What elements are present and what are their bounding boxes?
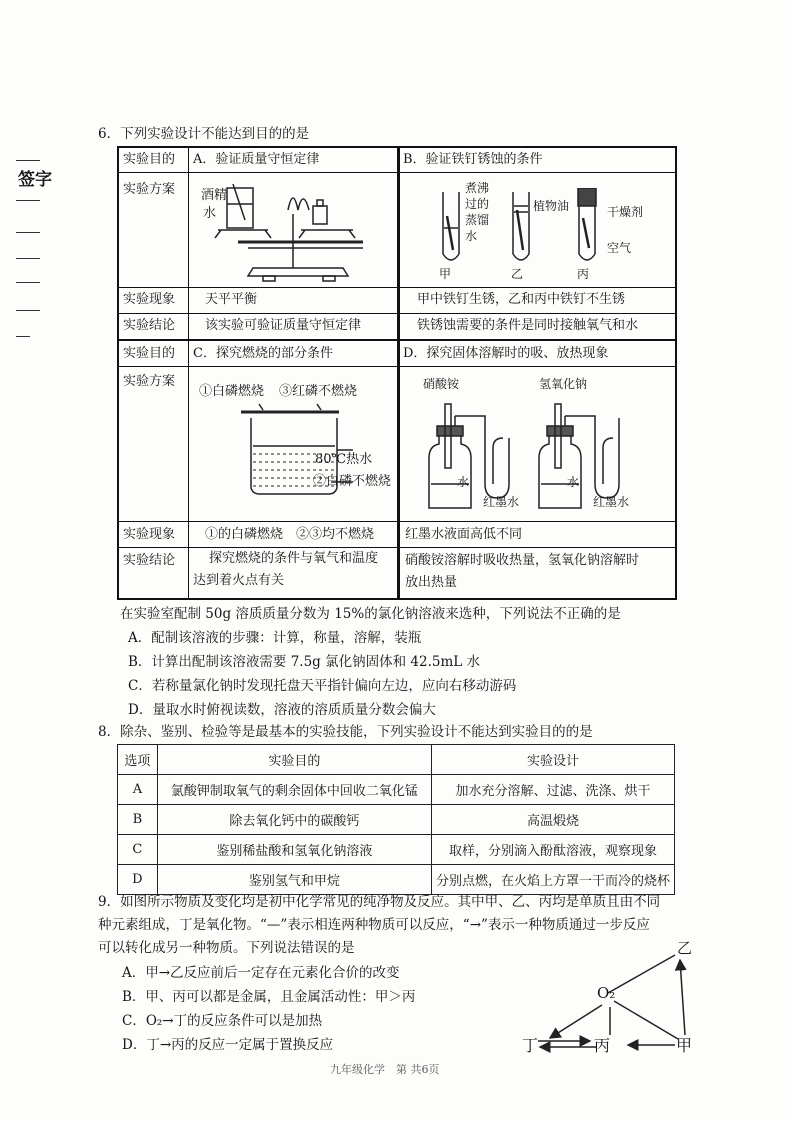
table-cell: 鉴别稀盐酸和氢氧化钠溶液 bbox=[157, 835, 431, 865]
fig-label: 干燥剂 bbox=[607, 205, 644, 219]
q7-option-b: B．计算出配制该溶液需要 7.5g 氯化钠固体和 42.5mL 水 bbox=[128, 654, 481, 670]
header-cell: 选项 bbox=[118, 745, 158, 775]
fig-label: 乙 bbox=[511, 267, 524, 281]
table-divider bbox=[119, 287, 675, 288]
table-row bbox=[118, 775, 675, 805]
table-cell: C bbox=[118, 835, 158, 865]
q9-stem: 可以转化成另一种物质。下列说法错误的是 bbox=[98, 940, 355, 956]
table-cell: 鉴别氢气和甲烷 bbox=[157, 865, 431, 895]
fig-label: ③红磷不燃烧 bbox=[279, 384, 358, 399]
node-o2: O₂ bbox=[597, 984, 616, 1002]
option-d-phenomenon: 红墨水液面高低不同 bbox=[405, 527, 523, 542]
label-phenomenon: 实验现象 bbox=[123, 527, 176, 542]
fig-label: 水 bbox=[203, 206, 217, 221]
header-cell: 实验设计 bbox=[431, 745, 674, 775]
margin-line bbox=[16, 160, 40, 161]
option-b-purpose: B．验证铁钉锈蚀的条件 bbox=[403, 152, 543, 167]
node-bing: 丙 bbox=[594, 1036, 611, 1055]
q7-option-c: C．若称量氯化钠时发现托盘天平指针偏向左边，应向右移动游码 bbox=[128, 678, 517, 694]
q9-stem: 9．如图所示物质及变化均是初中化学常见的纯净物及反应。其中甲、乙、丙均是单质且由不同 bbox=[98, 894, 661, 910]
label-phenomenon: 实验现象 bbox=[123, 292, 176, 307]
option-b-conclusion: 铁锈蚀需要的条件是同时接触氧气和水 bbox=[417, 318, 639, 333]
table-divider bbox=[119, 172, 675, 173]
node-yi: 乙 bbox=[677, 939, 693, 957]
table-row bbox=[118, 865, 675, 895]
q9-stem: 种元素组成，丁是氧化物。“—”表示相连两种物质可以反应，“→”表示一种物质通过一步反应 bbox=[98, 917, 650, 933]
table-divider bbox=[119, 521, 675, 522]
margin-sign-label: 签字 bbox=[18, 170, 52, 190]
fig-label: 煮沸 bbox=[465, 181, 490, 195]
table-divider bbox=[188, 148, 189, 598]
fig-label: 水 bbox=[457, 475, 470, 489]
fig-label: 水 bbox=[465, 229, 478, 243]
label-conclusion: 实验结论 bbox=[123, 318, 176, 333]
table-divider bbox=[119, 339, 675, 341]
q8-stem: 8．除杂、鉴别、检验等是最基本的实验技能，下列实验设计不能达到实验目的的是 bbox=[98, 724, 593, 740]
table-row bbox=[118, 805, 675, 835]
option-c-conclusion: 探究燃烧的条件与氧气和温度 bbox=[209, 551, 379, 566]
label-scheme: 实验方案 bbox=[123, 182, 176, 197]
fig-label: 空气 bbox=[607, 241, 632, 255]
fig-label: 红墨水 bbox=[483, 495, 520, 509]
fig-label: 酒精 bbox=[201, 188, 228, 203]
table-divider bbox=[119, 547, 675, 548]
fig-label: 红墨水 bbox=[593, 495, 630, 509]
option-a-purpose: A．验证质量守恒定律 bbox=[193, 152, 320, 167]
margin-line bbox=[16, 282, 40, 283]
label-purpose: 实验目的 bbox=[123, 346, 176, 361]
table-cell: 氯酸钾制取氧气的剩余固体中回收二氧化锰 bbox=[157, 775, 431, 805]
table-header-row bbox=[118, 745, 675, 775]
margin-line bbox=[16, 258, 40, 259]
table-cell: A bbox=[118, 775, 158, 805]
q9-option-c: C．O₂→丁的反应条件可以是加热 bbox=[122, 1013, 323, 1029]
label-conclusion: 实验结论 bbox=[123, 553, 176, 568]
margin-line bbox=[16, 310, 40, 311]
margin-line bbox=[16, 336, 30, 337]
option-c-conclusion: 达到着火点有关 bbox=[193, 573, 285, 588]
option-d-conclusion: 放出热量 bbox=[405, 575, 458, 590]
table-divider bbox=[119, 313, 675, 314]
option-a-phenomenon: 天平平衡 bbox=[205, 292, 258, 307]
option-c-purpose: C．探究燃烧的部分条件 bbox=[193, 346, 333, 361]
q8-table bbox=[117, 744, 675, 895]
margin-line bbox=[16, 232, 40, 233]
option-d-conclusion: 硝酸铵溶解时吸收热量，氢氧化钠溶解时 bbox=[405, 553, 640, 568]
node-jia: 甲 bbox=[676, 1036, 693, 1055]
fig-label: 水 bbox=[567, 475, 580, 489]
q9-option-b: B．甲、丙可以都是金属，且金属活动性：甲＞丙 bbox=[122, 989, 416, 1005]
fig-label: 硝酸铵 bbox=[423, 377, 460, 391]
option-d-purpose: D．探究固体溶解时的吸、放热现象 bbox=[403, 346, 609, 361]
q6-table bbox=[117, 146, 677, 600]
fig-label: ①白磷燃烧 bbox=[199, 384, 265, 399]
fig-label: 甲 bbox=[439, 267, 452, 281]
node-ding: 丁 bbox=[522, 1036, 539, 1055]
label-scheme: 实验方案 bbox=[123, 374, 176, 389]
table-divider bbox=[119, 366, 675, 367]
fig-label: 氢氧化钠 bbox=[539, 377, 588, 391]
option-b-phenomenon: 甲中铁钉生锈，乙和丙中铁钉不生锈 bbox=[417, 292, 626, 307]
table-row bbox=[118, 835, 675, 865]
q9-option-a: A．甲→乙反应前后一定存在元素化合价的改变 bbox=[122, 965, 400, 981]
q9-option-d: D．丁→丙的反应一定属于置换反应 bbox=[122, 1037, 334, 1053]
option-a-conclusion: 该实验可验证质量守恒定律 bbox=[205, 318, 362, 333]
q7-option-d: D．量取水时俯视读数，溶液的溶质质量分数会偏大 bbox=[128, 702, 436, 718]
page-footer: 九年级化学 第 共6页 bbox=[330, 1063, 440, 1076]
q7-stem: 在实验室配制 50g 溶质质量分数为 15%的氯化钠溶液来选种，下列说法不正确的是 bbox=[120, 606, 621, 622]
rust-tubes-diagram bbox=[429, 188, 632, 273]
fig-label: 80℃热水 bbox=[315, 452, 373, 467]
table-cell: 分别点燃，在火焰上方罩一干而冷的烧杯 bbox=[431, 865, 674, 895]
fig-label: 蒸馏 bbox=[465, 213, 490, 227]
fig-label: 丙 bbox=[577, 267, 590, 281]
table-divider bbox=[399, 148, 400, 598]
table-cell: 高温煅烧 bbox=[431, 805, 674, 835]
q7-option-a: A．配制该溶液的步骤：计算，称量，溶解，装瓶 bbox=[128, 630, 422, 646]
table-cell: 除去氧化钙中的碳酸钙 bbox=[157, 805, 431, 835]
margin-line bbox=[16, 200, 40, 201]
table-cell: 取样，分别滴入酚酞溶液，观察现象 bbox=[431, 835, 674, 865]
header-cell: 实验目的 bbox=[157, 745, 431, 775]
table-cell: B bbox=[118, 805, 158, 835]
table-cell: D bbox=[118, 865, 158, 895]
label-purpose: 实验目的 bbox=[123, 152, 176, 167]
table-cell: 加水充分溶解、过滤、洗涤、烘干 bbox=[431, 775, 674, 805]
fig-label: ②白磷不燃烧 bbox=[313, 474, 392, 489]
fig-label: 过的 bbox=[465, 197, 490, 211]
option-c-phenomenon: ①的白磷燃烧 ②③均不燃烧 bbox=[205, 527, 375, 542]
fig-label: 植物油 bbox=[533, 199, 570, 213]
q6-stem: 6．下列实验设计不能达到目的的是 bbox=[98, 126, 310, 142]
